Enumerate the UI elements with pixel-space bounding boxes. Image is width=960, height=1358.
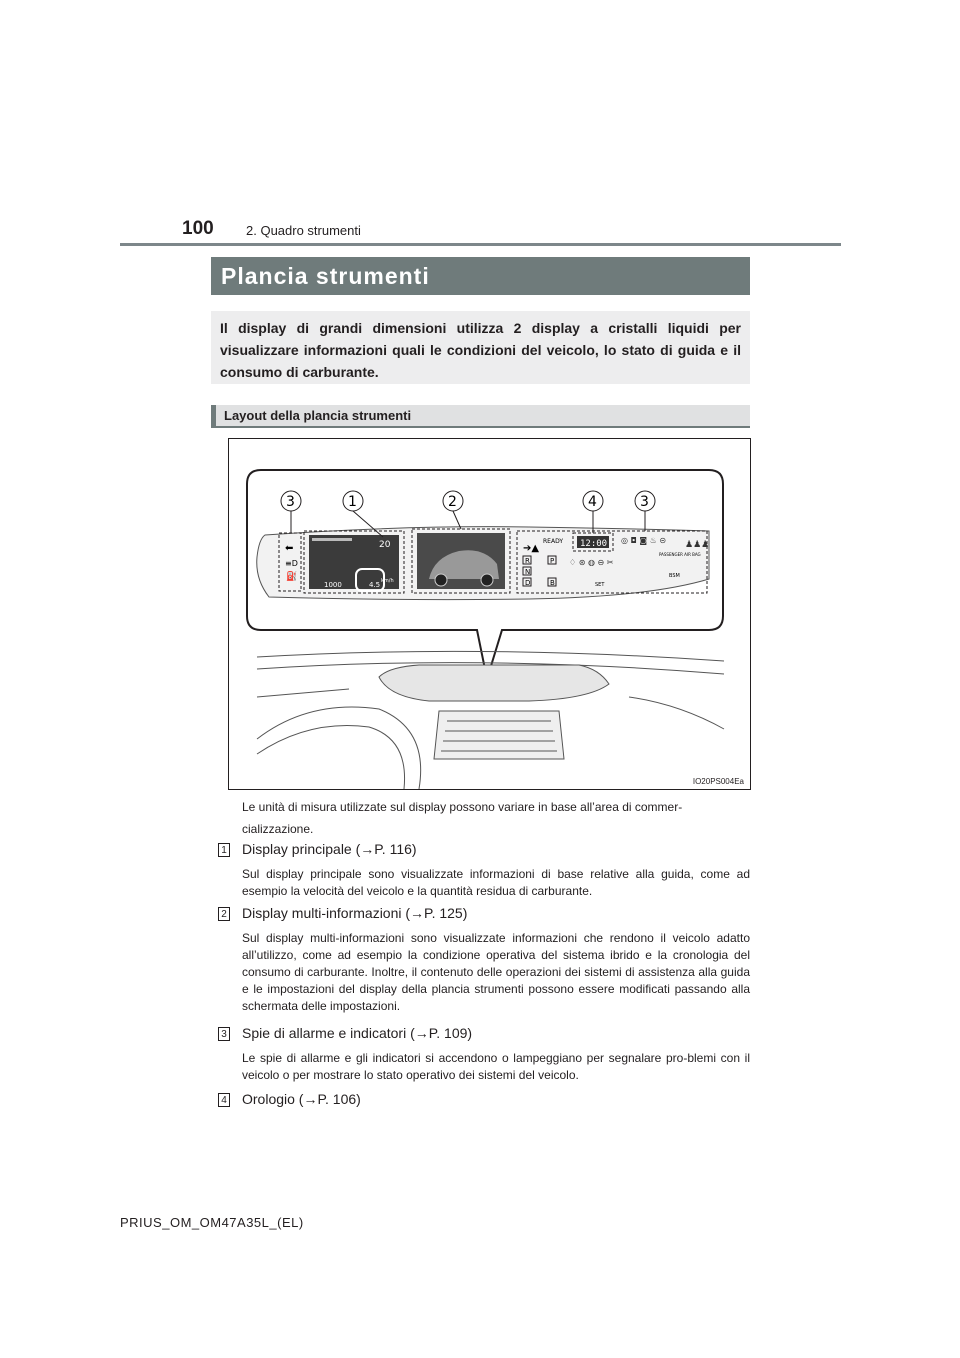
gear-r: R <box>525 557 530 565</box>
item-desc-3: Le spie di allarme e gli indicatori si accendono o lampeggiano per segnalare pro-blemi con il veicolo o per mostrare lo stato operativo dei sistemi del veicolo. <box>242 1051 750 1082</box>
economy-value: 4.5 <box>369 581 381 589</box>
gear-d: D <box>525 579 531 587</box>
page-number: 100 <box>182 218 214 239</box>
fuel-icon: ⛽ <box>286 572 298 582</box>
speed-unit: km/h <box>381 578 394 584</box>
headlight-icon: ≡D <box>285 559 298 568</box>
indicator-arrow-icon: ⬅ <box>285 543 294 554</box>
fuel-bar <box>312 538 352 541</box>
ready-indicator: READY <box>543 538 564 545</box>
bsm-indicator: BSM <box>669 573 680 579</box>
item-title-4: Orologio (→P. 106) <box>242 1091 361 1107</box>
svg-text:2: 2 <box>448 494 457 510</box>
figure-code: IO20PS004Ea <box>692 777 744 786</box>
item-number-1: 1 <box>218 843 230 857</box>
car-wheel-front <box>435 574 447 586</box>
svg-text:4: 4 <box>588 494 597 510</box>
item-number-4: 4 <box>218 1093 230 1107</box>
header-rule <box>120 243 841 246</box>
dashboard-illustration <box>257 651 724 789</box>
odometer-value: 1000 <box>324 581 342 589</box>
page-title: Plancia strumenti <box>211 257 750 295</box>
temperature-value: 20 <box>379 540 391 550</box>
passenger-airbag-label: PASSENGER AIR BAG <box>659 552 701 557</box>
item-desc-2: Sul display multi-informazioni sono visualizzate informazioni che rendono il veicolo adatto all’utilizzo, come ad esempio la condizione operativa del sistema ibrido e la cronologia del consumo di carburante. Inoltre, il contenuto delle operazioni dei sistemi di assistenza alla guida e le impostazioni del display della plancia strumenti possono essere modificati passando alla schermata delle impostazioni. <box>242 931 750 1013</box>
section-title: 2. Quadro strumenti <box>246 223 361 238</box>
warning-lamp-icons: ◎ ◘ ◙ ♨ ⊝ <box>621 536 667 545</box>
item-number-2: 2 <box>218 907 230 921</box>
item-desc-1: Sul display principale sono visualizzate informazioni di base relative alla guida, come ad esempio la velocità del veicolo e la quantità residua di carburante. <box>242 867 750 898</box>
svg-text:3: 3 <box>286 494 295 510</box>
gear-b: B <box>550 579 555 587</box>
svg-text:3: 3 <box>640 494 649 510</box>
warning-icon: ➔▲ <box>523 543 540 554</box>
car-wheel-rear <box>481 574 493 586</box>
gear-n: N <box>525 568 531 576</box>
instrument-panel-figure <box>228 438 751 790</box>
item-title-3: Spie di allarme e indicatori (→P. 109) <box>242 1025 473 1041</box>
item-title-1: Display principale (→P. 116) <box>242 841 417 857</box>
indicator-lamp-icons: ♢ ⊛ ◍ ⊖ ✂ <box>569 558 614 567</box>
gear-p: P <box>550 557 555 565</box>
document-footer: PRIUS_OM_OM47A35L_(EL) <box>120 1215 304 1230</box>
figure-illustration <box>229 439 750 789</box>
svg-text:1: 1 <box>348 494 357 510</box>
unit-note: Le unità di misura utilizzate sul display possono variare in base all’area di commer-cializzazione. <box>242 800 683 836</box>
item-number-3: 3 <box>218 1027 230 1041</box>
intro-box: Il display di grandi dimensioni utilizza 2 display a cristalli liquidi per visualizzare informazioni quali le condizioni del veicolo, lo stato di guida e il consumo di carburante. <box>211 311 750 384</box>
subheading: Layout della plancia strumenti <box>211 405 750 428</box>
set-indicator: SET <box>595 582 605 588</box>
clock-value: 12:00 <box>580 539 608 549</box>
item-title-2: Display multi-informazioni (→P. 125) <box>242 905 468 921</box>
seatbelt-icons: ♟♟♟ <box>685 540 710 550</box>
